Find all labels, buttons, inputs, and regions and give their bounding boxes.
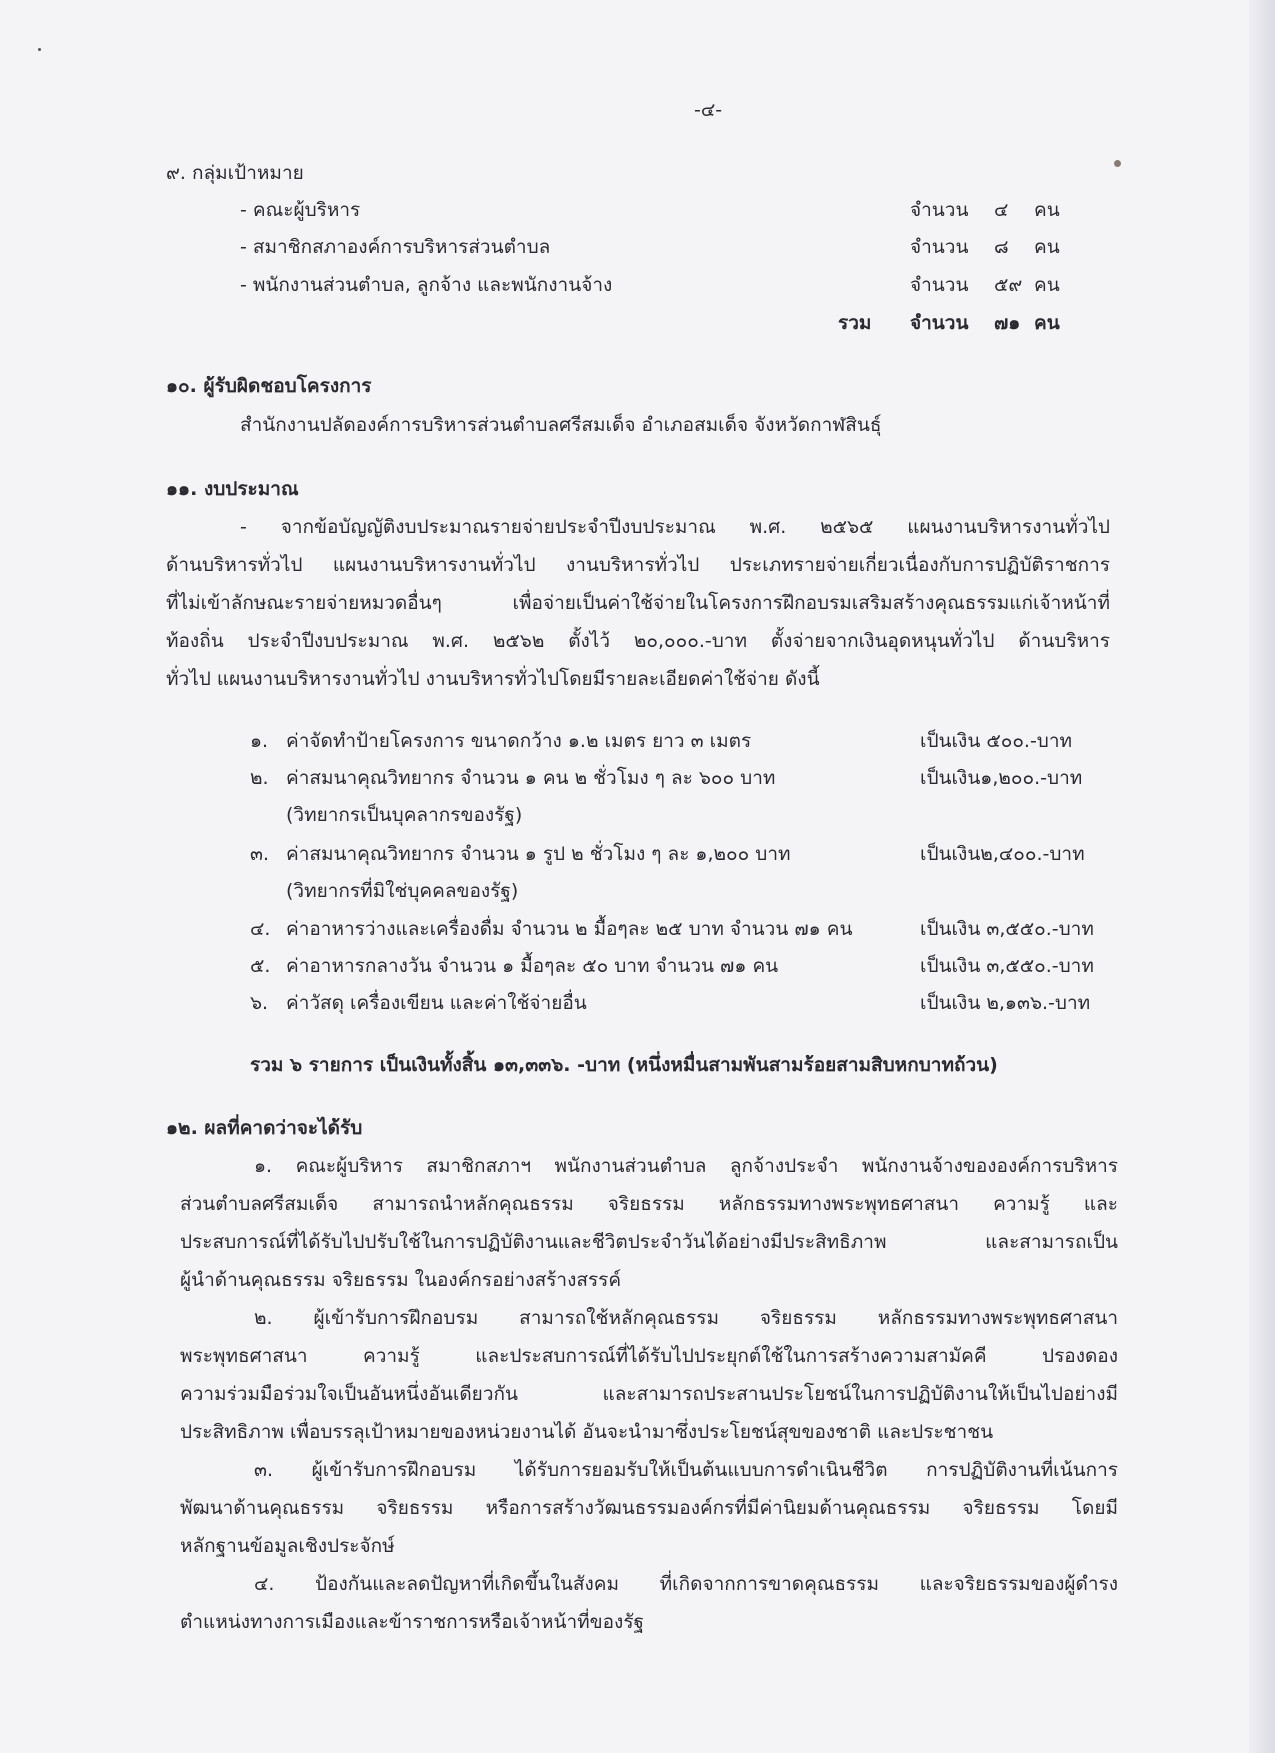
result-paragraph-line: พัฒนาด้านคุณธรรม จริยธรรม หรือการสร้างวัฒนธรรมองค์กรที่มีค่านิยมด้านคุณธรรม จริยธรรม โดยมี [180, 1497, 1118, 1519]
budget-item-amount: เป็นเงิน๑,๒๐๐.-บาท [920, 767, 1083, 789]
page-edge-shadow [1249, 0, 1275, 1753]
result-paragraph-line: ๑. คณะผู้บริหาร สมาชิกสภาฯ พนักงานส่วนตำบล ลูกจ้างประจำ พนักงานจ้างขององค์การบริหาร [254, 1155, 1118, 1177]
target-row-suffix: คน [1034, 199, 1060, 221]
target-total-unit: จำนวน [910, 312, 969, 334]
target-row-suffix: คน [1034, 236, 1060, 258]
target-row-label: - พนักงานส่วนตำบล, ลูกจ้าง และพนักงานจ้าง [240, 274, 613, 296]
scan-speck [38, 48, 41, 51]
section-12-heading: ๑๒. ผลที่คาดว่าจะได้รับ [166, 1117, 363, 1139]
budget-item-text: ค่าสมนาคุณวิทยากร จำนวน ๑ คน ๒ ชั่วโมง ๆ ละ ๖๐๐ บาท [286, 767, 776, 789]
target-row-count: ๔ [994, 199, 1009, 221]
budget-paragraph-line: ทั่วไป แผนงานบริหารงานทั่วไป งานบริหารทั่วไปโดยมีรายละเอียดค่าใช้จ่าย ดังนี้ [166, 668, 820, 690]
result-paragraph-line: ความร่วมมือร่วมใจเป็นอันหนึ่งอันเดียวกัน และสามารถประสานประโยชน์ในการปฏิบัติงานให้เป็นไปอย่างมี [180, 1383, 1118, 1405]
budget-item-text: ค่าอาหารกลางวัน จำนวน ๑ มื้อๆละ ๕๐ บาท จำนวน ๗๑ คน [286, 955, 779, 977]
budget-item-amount: เป็นเงิน ๓,๕๕๐.-บาท [920, 918, 1094, 940]
target-row-count: ๘ [994, 236, 1009, 258]
budget-paragraph-line: ด้านบริหารทั่วไป แผนงานบริหารงานทั่วไป งานบริหารทั่วไป ประเภทรายจ่ายเกี่ยวเนื่องกับการปฏิบัติราชการ [166, 554, 1110, 576]
page-number: -๔- [694, 99, 723, 121]
budget-total: รวม ๖ รายการ เป็นเงินทั้งสิ้น ๑๓,๓๓๖. -บาท (หนึ่งหมื่นสามพันสามร้อยสามสิบหกบาทถ้วน) [250, 1054, 998, 1076]
target-row-count: ๕๙ [994, 274, 1023, 296]
result-paragraph-line: ตำแหน่งทางการเมืองและข้าราชการหรือเจ้าหน้าที่ของรัฐ [180, 1611, 645, 1633]
budget-item-text: ค่าจัดทำป้ายโครงการ ขนาดกว้าง ๑.๒ เมตร ยาว ๓ เมตร [286, 730, 752, 752]
budget-item-note: (วิทยากรเป็นบุคลากรของรัฐ) [286, 804, 523, 826]
target-row-label: - สมาชิกสภาองค์การบริหารส่วนตำบล [240, 236, 551, 258]
result-paragraph-line: พระพุทธศาสนา ความรู้ และประสบการณ์ที่ได้รับไปประยุกต์ใช้ในการสร้างความสามัคคี ปรองดอง [180, 1345, 1118, 1367]
budget-item-amount: เป็นเงิน ๕๐๐.-บาท [920, 730, 1073, 752]
budget-item-amount: เป็นเงิน๒,๔๐๐.-บาท [920, 843, 1085, 865]
target-row-unit: จำนวน [910, 199, 969, 221]
budget-item-text: ค่าอาหารว่างและเครื่องดื่ม จำนวน ๒ มื้อๆละ ๒๕ บาท จำนวน ๗๑ คน [286, 918, 853, 940]
budget-item-number: ๕. [250, 955, 271, 977]
budget-item-text: ค่าวัสดุ เครื่องเขียน และค่าใช้จ่ายอื่น [286, 992, 587, 1014]
result-paragraph-line: ประสบการณ์ที่ได้รับไปปรับใช้ในการปฏิบัติงานและชีวิตประจำวันได้อย่างมีประสิทธิภาพ และสามารถเป็น [180, 1231, 1118, 1253]
target-row-unit: จำนวน [910, 236, 969, 258]
scan-speck [1114, 160, 1121, 167]
target-total-label: รวม [838, 312, 872, 334]
budget-item-number: ๔. [250, 918, 271, 940]
budget-item-number: ๒. [250, 767, 269, 789]
target-row-unit: จำนวน [910, 274, 969, 296]
responsible-office: สำนักงานปลัดองค์การบริหารส่วนตำบลศรีสมเด็จ อำเภอสมเด็จ จังหวัดกาฬสินธุ์ [240, 414, 882, 436]
budget-item-number: ๖. [250, 992, 269, 1014]
target-row-label: - คณะผู้บริหาร [240, 199, 361, 221]
section-9-heading: ๙. กลุ่มเป้าหมาย [166, 162, 304, 184]
budget-item-note: (วิทยากรที่มิใช่บุคคลของรัฐ) [286, 880, 519, 902]
target-total-suffix: คน [1034, 312, 1060, 334]
result-paragraph-line: ๒. ผู้เข้ารับการฝึกอบรม สามารถใช้หลักคุณธรรม จริยธรรม หลักธรรมทางพระพุทธศาสนา [254, 1307, 1118, 1329]
section-10-heading: ๑๐. ผู้รับผิดชอบโครงการ [166, 375, 372, 397]
budget-item-number: ๑. [250, 730, 269, 752]
result-paragraph-line: หลักฐานข้อมูลเชิงประจักษ์ [180, 1535, 395, 1557]
result-paragraph-line: ส่วนตำบลศรีสมเด็จ สามารถนำหลักคุณธรรม จริยธรรม หลักธรรมทางพระพุทธศาสนา ความรู้ และ [180, 1193, 1118, 1215]
budget-item-text: ค่าสมนาคุณวิทยากร จำนวน ๑ รูป ๒ ชั่วโมง ๆ ละ ๑,๒๐๐ บาท [286, 843, 791, 865]
budget-item-number: ๓. [250, 843, 270, 865]
result-paragraph-line: ๓. ผู้เข้ารับการฝึกอบรม ได้รับการยอมรับให้เป็นต้นแบบการดำเนินชีวิต การปฏิบัติงานที่เน้นการ [254, 1459, 1118, 1481]
result-paragraph-line: ๔. ป้องกันและลดปัญหาที่เกิดขึ้นในสังคม ที่เกิดจากการขาดคุณธรรม และจริยธรรมของผู้ดำรง [254, 1573, 1118, 1595]
result-paragraph-line: ผู้นำด้านคุณธรรม จริยธรรม ในองค์กรอย่างสร้างสรรค์ [180, 1269, 622, 1291]
budget-item-amount: เป็นเงิน ๓,๕๕๐.-บาท [920, 955, 1094, 977]
budget-paragraph-line: ที่ไม่เข้าลักษณะรายจ่ายหมวดอื่นๆ เพื่อจ่ายเป็นค่าใช้จ่ายในโครงการฝึกอบรมเสริมสร้างคุณธรรมแก่เจ้าหน้าที่ [166, 592, 1110, 614]
budget-paragraph-line: ท้องถิ่น ประจำปีงบประมาณ พ.ศ. ๒๕๖๒ ตั้งไว้ ๒๐,๐๐๐.-บาท ตั้งจ่ายจากเงินอุดหนุนทั่วไป ด้านบริหาร [166, 630, 1111, 652]
budget-paragraph-line: - จากข้อบัญญัติงบประมาณรายจ่ายประจำปีงบประมาณ พ.ศ. ๒๕๖๕ แผนงานบริหารงานทั่วไป [240, 516, 1110, 538]
budget-item-amount: เป็นเงิน ๒,๑๓๖.-บาท [920, 992, 1091, 1014]
target-row-suffix: คน [1034, 274, 1060, 296]
section-11-heading: ๑๑. งบประมาณ [166, 478, 299, 500]
target-total-count: ๗๑ [994, 312, 1021, 334]
result-paragraph-line: ประสิทธิภาพ เพื่อบรรลุเป้าหมายของหน่วยงานได้ อันจะนำมาซึ่งประโยชน์สุขของชาติ และประชาชน [180, 1421, 994, 1443]
